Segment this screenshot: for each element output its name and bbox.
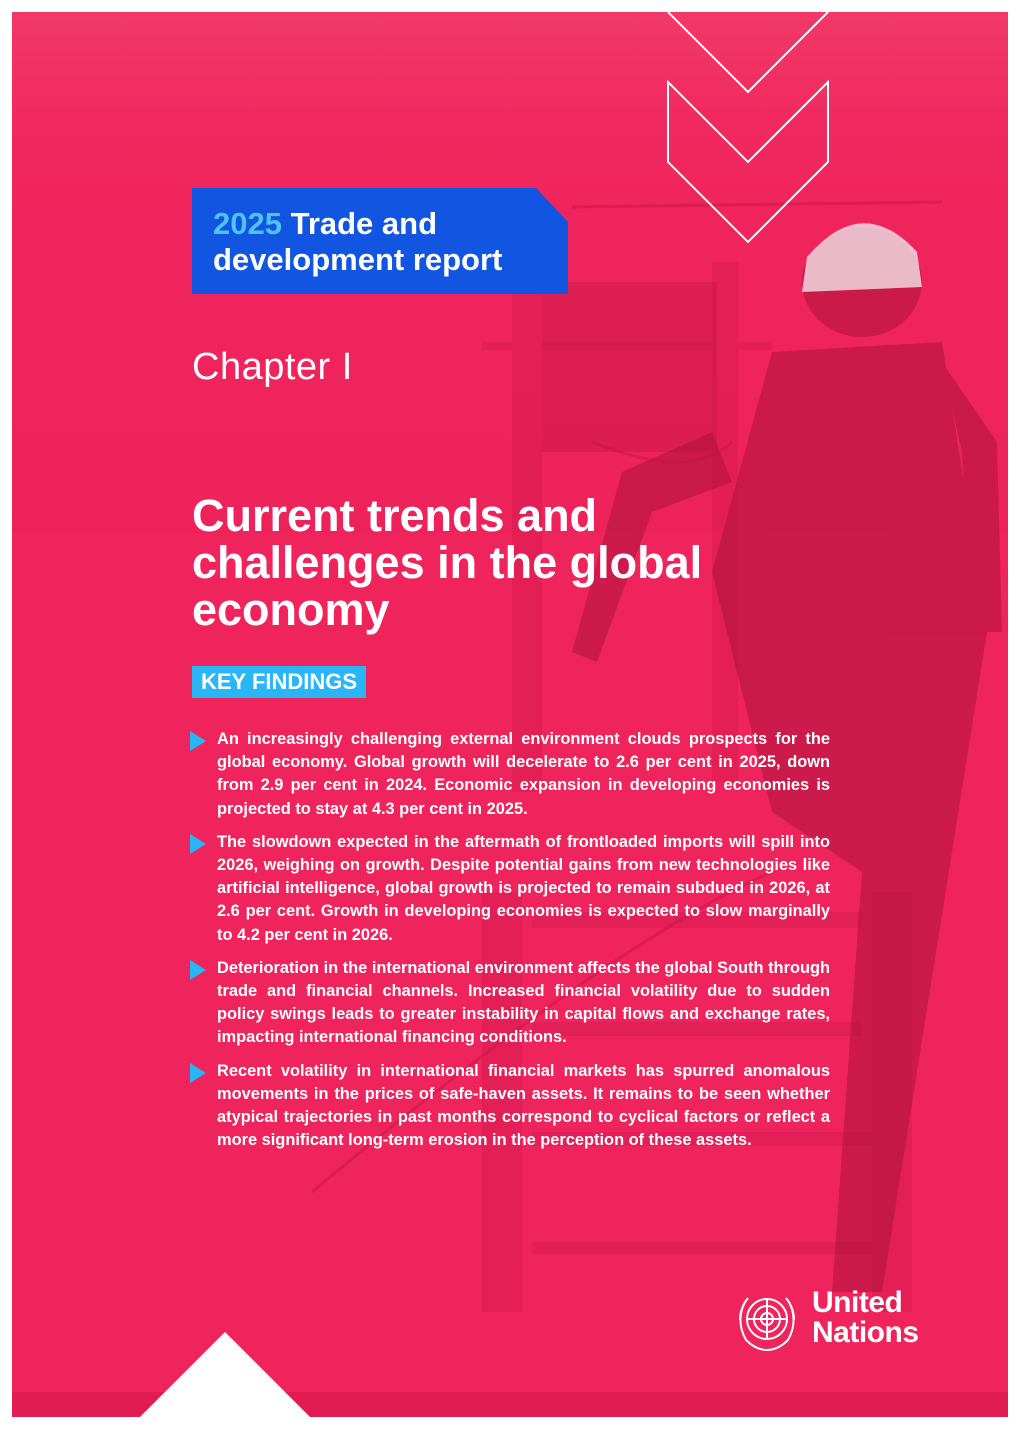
- un-emblem-icon: [732, 1284, 802, 1354]
- finding-text: Deterioration in the international environment affects the global South through trade and financial channels. Increased financial volatility due to sudden policy swings leads to greater instability in capital flows and exchange rates, impacting international financing conditions.: [217, 958, 830, 1047]
- list-item: [188, 957, 830, 1050]
- bottom-notch-shape: [140, 1332, 310, 1417]
- key-findings-list: [188, 728, 830, 1162]
- finding-text: Recent volatility in international financial markets has spurred anomalous movements in the prices of safe-haven assets. It remains to be seen whether atypical trajectories in past months correspond to cyclical factors or reflect a more significant long-term erosion in the perception of these assets.: [217, 1061, 830, 1150]
- chapter-label: Chapter I: [192, 346, 353, 388]
- triangle-right-icon: [190, 731, 206, 751]
- key-findings-label: KEY FINDINGS: [192, 666, 366, 698]
- finding-text: An increasingly challenging external environment clouds prospects for the global economy. Global growth will decelerate to 2.6 per cent in 2025, down from 2.9 per cent in 2024. Economic expansion in developing economies is projected to stay at 4.3 per cent in 2025.: [217, 730, 830, 818]
- un-wordmark: [812, 1288, 919, 1348]
- report-tag: [192, 188, 568, 294]
- report-name: Trade and development report: [213, 206, 503, 277]
- finding-text: The slowdown expected in the aftermath of frontloaded imports will spill into 2026, weighing on growth. Despite potential gains from new technologies like artificial intelligence, global growth is projected to remain subdued in 2026, at 2.6 per cent. Growth in developing economies is expected to slow marginally to 4.2 per cent in 2026.: [217, 832, 830, 944]
- list-item: [188, 728, 830, 821]
- un-wordmark-line2: Nations: [812, 1316, 919, 1349]
- list-item: [188, 1060, 830, 1153]
- un-wordmark-line1: United: [812, 1286, 903, 1319]
- report-title: [213, 206, 558, 278]
- double-chevron-down-icon: [662, 12, 842, 252]
- triangle-right-icon: [190, 1063, 206, 1083]
- triangle-right-icon: [190, 834, 206, 854]
- report-year: 2025: [213, 206, 282, 241]
- report-cover-page: [12, 12, 1008, 1417]
- list-item: [188, 831, 830, 947]
- un-logo: [732, 1284, 932, 1354]
- triangle-right-icon: [190, 960, 206, 980]
- chapter-title: Current trends and challenges in the global economy: [192, 490, 703, 635]
